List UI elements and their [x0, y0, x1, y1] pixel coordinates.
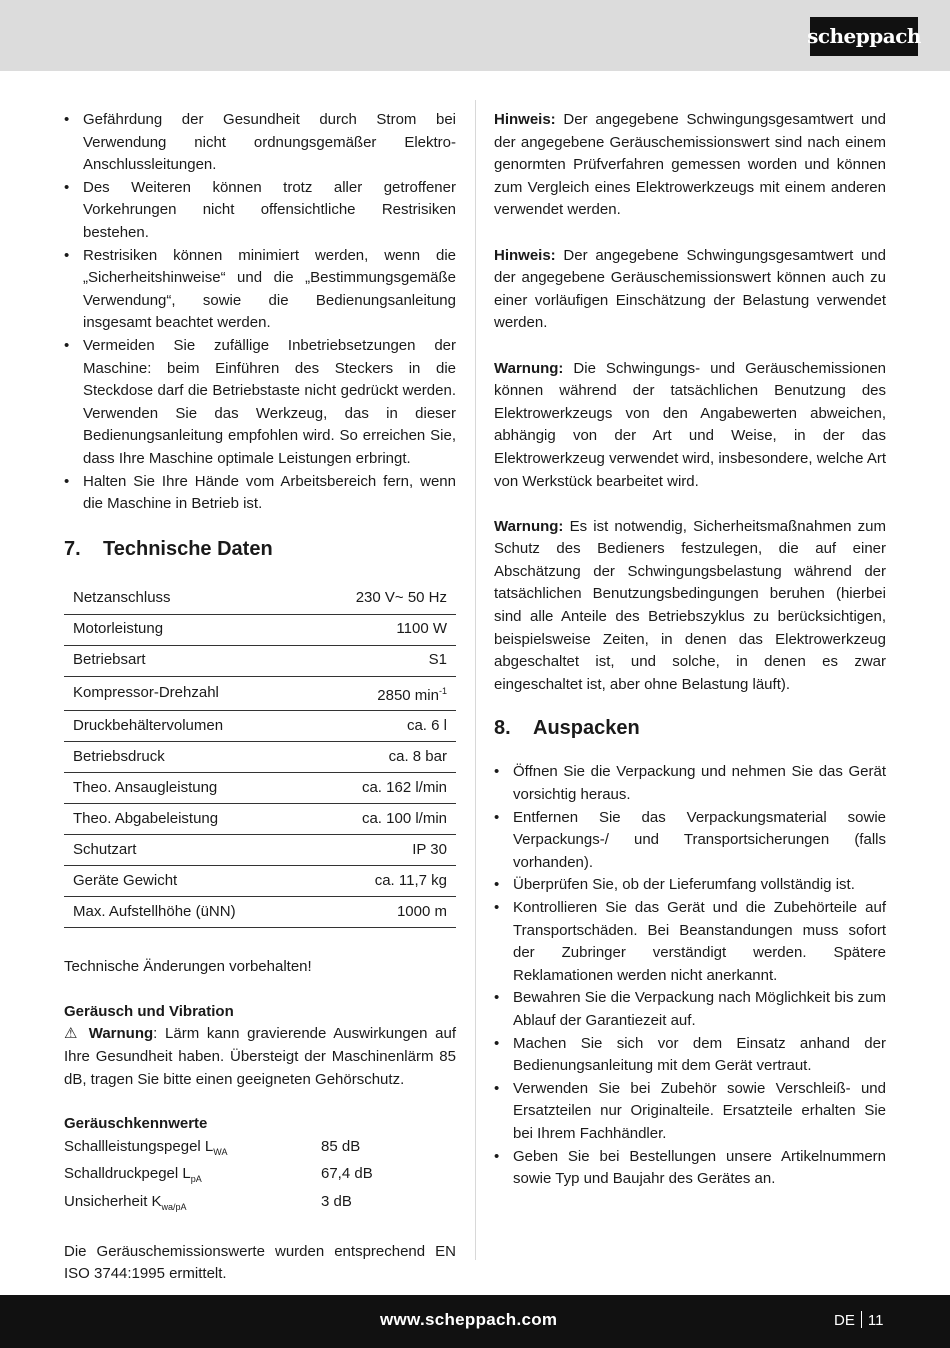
noise-value: 3 dB	[321, 1193, 352, 1211]
noise-label-text: Schalldruckpegel L	[64, 1165, 191, 1183]
warning-label: Warnung:	[494, 517, 564, 535]
spec-label: Schutzart	[64, 835, 308, 866]
technical-data-table	[64, 583, 456, 929]
noise-values-heading: Geräuschkennwerte	[64, 1115, 208, 1133]
spec-value: S1	[308, 645, 456, 676]
warning-text: Die Schwingungs- und Geräuschemissionen können während der tatsächlichen Benutzung des Elektrowerkzeugs von den Angabewerten abweichen, abhängig von der Art und Weise, in der das Elektrowerkzeug verwendet wird, insbesondere, welche Art von Werkstück bearbeitet wird.	[494, 359, 886, 490]
spec-label: Theo. Ansaugleistung	[64, 773, 308, 804]
table-row	[64, 645, 456, 676]
spec-label: Theo. Abgabeleistung	[64, 804, 308, 835]
warning-text: Es ist notwendig, Sicherheitsmaßnahmen zum Schutz des Bedieners festzulegen, die auf einer Abschätzung der Schwingungsbelastung während der tatsächlichen Benutzungsbedingungen beruhen (hierbei sind alle Anteile des Betriebszyklus zu berücksichtigen, beispielsweise Zeiten, in denen das Elektrowerkzeug abgeschaltet ist, und solche, in denen es zwar eingeschaltet ist, aber ohne Belastung läuft).	[494, 517, 886, 693]
noise-value: 67,4 dB	[321, 1165, 373, 1183]
list-item: • Restrisiken können minimiert werden, wenn die „Sicherheitshinweise“ und die „Bestimmungsgemäße Verwendung“, sowie die Bedienungsanleitung insgesamt beachtet werden.	[64, 245, 456, 335]
spec-label: Motorleistung	[64, 614, 308, 645]
spec-label: Betriebsdruck	[64, 742, 308, 773]
spec-value: IP 30	[308, 835, 456, 866]
section-title: Auspacken	[533, 717, 640, 740]
noise-label-subscript: wa/pA	[161, 1202, 187, 1213]
page-indicator	[834, 1310, 883, 1333]
unpacking-list	[494, 761, 886, 1190]
spec-label: Betriebsart	[64, 645, 308, 676]
noise-label-text: Unsicherheit K	[64, 1193, 162, 1211]
spec-label: Druckbehältervolumen	[64, 711, 308, 742]
spec-value: ca. 100 l/min	[308, 804, 456, 835]
section-heading-unpacking	[494, 714, 886, 742]
spec-value-text: 2850 min	[377, 686, 439, 704]
hint-paragraph	[494, 245, 886, 335]
table-row	[64, 711, 456, 742]
warning-icon: ⚠	[64, 1025, 81, 1043]
column-divider	[475, 100, 476, 1260]
spec-label: Geräte Gewicht	[64, 866, 308, 897]
warning-text: : Lärm kann gravierende Auswirkungen auf Ihre Gesundheit haben. Übersteigt der Maschinenlärm 85 dB, tragen Sie bitte einen geeigneten Gehörschutz.	[64, 1025, 457, 1088]
noise-value-row	[64, 1136, 456, 1164]
list-item: • Bewahren Sie die Verpackung nach Möglichkeit bis zum Ablauf der Garantiezeit auf.	[494, 987, 886, 1032]
spec-value	[308, 676, 456, 711]
list-item: • Vermeiden Sie zufällige Inbetriebsetzungen der Maschine: beim Einführen des Steckers in die Steckdose darf die Betriebstaste nicht gedrückt werden. Verwenden Sie das Werkzeug, das in dieser Bedienungsanleitung empfohlen wird. So erreichen Sie, dass Ihre Maschine optimale Leistungen erbringt.	[64, 335, 456, 471]
residual-risk-list	[64, 109, 456, 516]
list-item: • Gefährdung der Gesundheit durch Strom bei Verwendung nicht ordnungsgemäßer Elektro-Anschlussleitungen.	[64, 109, 456, 177]
noise-heading: Geräusch und Vibration	[64, 1002, 234, 1020]
noise-label	[64, 1191, 321, 1219]
hint-text: Der angegebene Schwingungsgesamtwert und der angegebene Geräuschemissionswert sind nach einem genormten Prüfverfahren gemessen worden und können zum Vergleich eines Elektrowerkzeugs mit einem anderen verwendet werden.	[494, 111, 886, 219]
section-number: 7.	[64, 537, 81, 560]
section-number: 8.	[494, 717, 511, 740]
hint-label: Hinweis:	[494, 246, 556, 264]
hint-text: Der angegebene Schwingungsgesamtwert und der angegebene Geräuschemissionswert können auch zu einer vorläufigen Einschätzung der Belastung verwendet werden.	[494, 246, 886, 332]
footer-bar	[0, 1295, 950, 1348]
table-row	[64, 835, 456, 866]
table-row	[64, 897, 456, 928]
list-item: • Öffnen Sie die Verpackung und nehmen Sie das Gerät vorsichtig heraus.	[494, 761, 886, 806]
spec-label: Kompressor-Drehzahl	[64, 676, 308, 711]
brand-logo: scheppach	[810, 17, 918, 56]
table-row	[64, 866, 456, 897]
section-heading-technical-data	[64, 535, 456, 563]
list-item: • Überprüfen Sie, ob der Lieferumfang vollständig ist.	[494, 874, 886, 897]
separator	[861, 1311, 862, 1328]
section-title: Technische Daten	[103, 537, 273, 560]
table-row	[64, 742, 456, 773]
right-column	[494, 109, 886, 1191]
spec-value: 1000 m	[308, 897, 456, 928]
warning-paragraph	[494, 358, 886, 494]
noise-value: 85 dB	[321, 1137, 361, 1155]
table-row	[64, 773, 456, 804]
warning-label: Warnung	[88, 1025, 154, 1043]
left-column	[64, 109, 456, 1286]
website-link[interactable]: www.scheppach.com	[380, 1310, 558, 1329]
spec-value: ca. 6 l	[308, 711, 456, 742]
warning-label: Warnung:	[494, 359, 564, 377]
noise-standard-note: Die Geräuschemissionswerte wurden entsprechend EN ISO 3744:1995 ermittelt.	[64, 1242, 456, 1283]
list-item: • Entfernen Sie das Verpackungsmaterial sowie Verpackungs-/ und Transportsicherungen (falls vorhanden).	[494, 807, 886, 875]
noise-value-row	[64, 1163, 456, 1191]
noise-warning	[64, 1023, 456, 1091]
noise-label-text: Schallleistungspegel L	[64, 1137, 214, 1155]
page-number: 11	[867, 1312, 884, 1329]
spec-value-exponent: -1	[438, 685, 447, 696]
list-item: • Verwenden Sie bei Zubehör sowie Verschleiß- und Ersatzteilen nur Originalteile. Ersatzteile erhalten Sie bei Ihrem Fachhändler.	[494, 1078, 886, 1146]
spec-value: ca. 162 l/min	[308, 773, 456, 804]
changes-note: Technische Änderungen vorbehalten!	[64, 958, 312, 976]
spec-value: ca. 11,7 kg	[308, 866, 456, 897]
list-item: • Des Weiteren können trotz aller getroffener Vorkehrungen nicht offensichtliche Restrisiken bestehen.	[64, 177, 456, 245]
spec-label: Max. Aufstellhöhe (üNN)	[64, 897, 308, 928]
list-item: • Geben Sie bei Bestellungen unsere Artikelnummern sowie Typ und Baujahr des Gerätes an.	[494, 1146, 886, 1191]
list-item: • Machen Sie sich vor dem Einsatz anhand der Bedienungsanleitung mit dem Gerät vertraut.	[494, 1033, 886, 1078]
spec-value: 1100 W	[308, 614, 456, 645]
header-bar	[0, 0, 950, 71]
noise-label	[64, 1163, 321, 1191]
noise-label-subscript: pA	[190, 1174, 202, 1185]
hint-label: Hinweis:	[494, 111, 556, 128]
language-code: DE	[834, 1312, 855, 1329]
table-row	[64, 614, 456, 645]
spec-value: ca. 8 bar	[308, 742, 456, 773]
list-item: • Kontrollieren Sie das Gerät und die Zubehörteile auf Transportschäden. Bei Beanstandungen muss sofort der Zubringer verständigt werden. Spätere Reklamationen werden nicht anerkannt.	[494, 897, 886, 987]
list-item: • Halten Sie Ihre Hände vom Arbeitsbereich fern, wenn die Maschine in Betrieb ist.	[64, 471, 456, 516]
table-row	[64, 676, 456, 711]
noise-value-row	[64, 1191, 456, 1219]
spec-label: Netzanschluss	[64, 583, 308, 615]
hint-paragraph	[494, 109, 886, 222]
noise-label-subscript: WA	[213, 1146, 228, 1157]
warning-paragraph	[494, 516, 886, 697]
noise-label	[64, 1136, 321, 1164]
spec-value: 230 V~ 50 Hz	[308, 583, 456, 615]
table-row	[64, 583, 456, 615]
table-row	[64, 804, 456, 835]
